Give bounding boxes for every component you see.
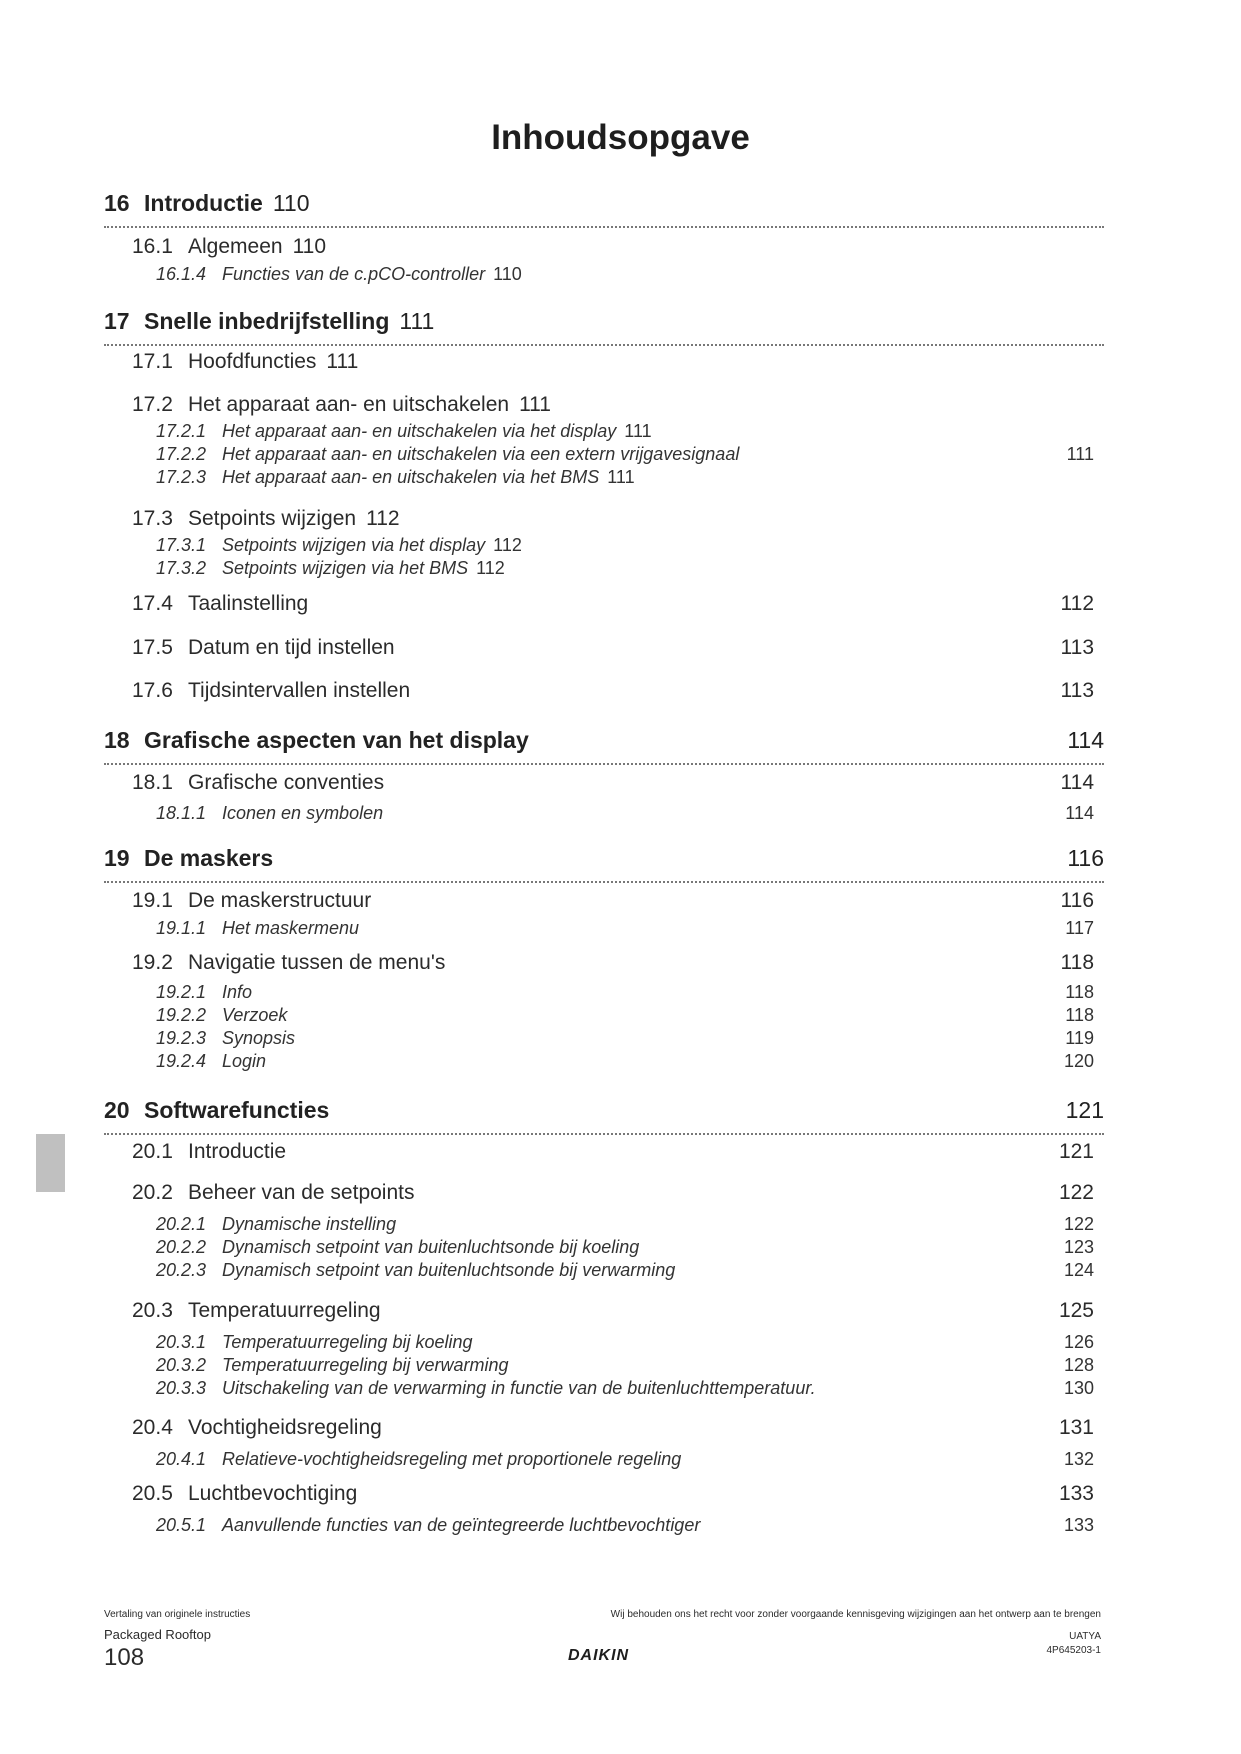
page-number: 108 (104, 1644, 145, 1671)
toc-entry-number: 19.2.3 (156, 1028, 207, 1048)
toc-entry-title: Temperatuurregeling bij koeling (222, 1332, 473, 1352)
toc-entry-20-4-1[interactable] (156, 1449, 1094, 1473)
toc-entry-number: 20.5.1 (156, 1515, 207, 1535)
toc-entry-page: 133 (1063, 1515, 1094, 1535)
toc-entry-title: Dynamische instelling (222, 1214, 397, 1234)
toc-entry-19-2-2[interactable] (156, 1005, 1094, 1029)
toc-entry-20-2-1[interactable] (156, 1214, 1094, 1238)
toc-entry-17-2-3[interactable] (156, 467, 1094, 491)
toc-entry-19-2-1[interactable] (156, 982, 1094, 1006)
toc-entry-title: Relatieve-vochtigheidsregeling met proportionele regeling (222, 1449, 682, 1469)
toc-entry-number: 16.1 (132, 235, 173, 258)
toc-entry-page: 118 (1065, 1005, 1094, 1025)
toc-entry-page: 122 (1063, 1214, 1094, 1234)
toc-entry-number: 20.4 (132, 1416, 173, 1439)
toc-entry-title: Luchtbevochtiging (188, 1482, 358, 1505)
toc-entry-number: 19.2.4 (156, 1051, 207, 1071)
toc-entry-title: Setpoints wijzigen via het display (222, 535, 486, 555)
toc-entry-page: 110 (272, 190, 310, 216)
toc-entry-page: 112 (476, 558, 505, 578)
toc-entry-number: 20.2 (132, 1181, 173, 1204)
chapter-tab-marker (36, 1134, 65, 1192)
toc-entry-page: 111 (519, 393, 551, 416)
toc-entry-title: Dynamisch setpoint van buitenluchtsonde bij koeling (222, 1237, 640, 1257)
toc-entry-page: 111 (399, 308, 435, 334)
toc-entry-20-3-3[interactable] (156, 1378, 1094, 1402)
toc-entry-page: 114 (1060, 771, 1094, 794)
toc-entry-number: 20 (104, 1097, 130, 1123)
toc-entry-number: 17.3.1 (156, 535, 207, 555)
toc-entry-20-3[interactable] (132, 1299, 1094, 1327)
toc-entry-number: 18.1.1 (156, 803, 207, 823)
toc-entry-number: 16.1.4 (156, 264, 207, 284)
toc-entry-title: Hoofdfuncties (188, 350, 317, 373)
toc-entry-number: 19.1.1 (156, 918, 207, 938)
toc-entry-title: Dynamisch setpoint van buitenluchtsonde bij verwarming (222, 1260, 676, 1280)
toc-entry-number: 20.3.2 (156, 1355, 207, 1375)
toc-entry-title: De maskerstructuur (188, 889, 372, 912)
daikin-logo: DAIKIN (568, 1647, 630, 1664)
toc-entry-title: Info (222, 982, 253, 1002)
toc-entry-title: Login (222, 1051, 267, 1071)
toc-entry-title: Algemeen (188, 235, 283, 258)
toc-entry-number: 20.2.2 (156, 1237, 207, 1257)
toc-entry-number: 17.3 (132, 507, 173, 530)
toc-entry-17-5[interactable] (132, 636, 1094, 664)
toc-entry-20-2-2[interactable] (156, 1237, 1094, 1261)
toc-entry-number: 20.1 (132, 1140, 173, 1163)
toc-entry-title: Het apparaat aan- en uitschakelen via het BMS (222, 467, 600, 487)
toc-entry-number: 20.3.1 (156, 1332, 207, 1352)
toc-entry-title: Aanvullende functies van de geïntegreerde luchtbevochtiger (222, 1515, 701, 1535)
translation-note: Vertaling van originele instructies (104, 1609, 251, 1620)
toc-entry-page: 111 (326, 350, 359, 373)
toc-entry-19-1[interactable] (132, 889, 1094, 917)
toc-entry-20-5[interactable] (132, 1482, 1094, 1510)
toc-entry-number: 19 (104, 845, 130, 871)
toc-entry-number: 19.2 (132, 951, 173, 974)
toc-entry-page: 124 (1063, 1260, 1094, 1280)
toc-entry-page: 116 (1060, 889, 1094, 912)
toc-entry-title: Temperatuurregeling bij verwarming (222, 1355, 509, 1375)
toc-entry-title: Uitschakeling van de verwarming in functie van de buitenluchttemperatuur. (222, 1378, 816, 1398)
toc-entry-20-1[interactable] (132, 1140, 1094, 1168)
toc-entry-title: Datum en tijd instellen (188, 636, 395, 659)
toc-entry-17-3-2[interactable] (156, 558, 1094, 582)
toc-entry-page: 118 (1065, 982, 1094, 1002)
toc-entry-number: 17.2.2 (156, 444, 207, 464)
toc-entry-title: De maskers (144, 845, 274, 871)
toc-entry-page: 111 (624, 421, 652, 441)
document-code: 4P645203-1 (1046, 1645, 1101, 1656)
toc-entry-page: 116 (1067, 845, 1104, 871)
toc-entry-number: 20.4.1 (156, 1449, 207, 1469)
toc-entry-page: 130 (1063, 1378, 1094, 1398)
toc-entry-number: 17 (104, 308, 130, 334)
toc-entry-17-2[interactable] (132, 393, 1094, 421)
toc-entry-17-2-2[interactable] (156, 444, 1094, 468)
toc-entry-18-1[interactable] (132, 771, 1094, 799)
model-code: UATYA (1069, 1631, 1101, 1642)
toc-entry-title: Softwarefuncties (144, 1097, 330, 1123)
toc-entry-18-1-1[interactable] (156, 803, 1094, 827)
toc-entry-number: 20.3.3 (156, 1378, 207, 1398)
toc-entry-title: Snelle inbedrijfstelling (144, 308, 390, 334)
toc-entry-19[interactable] (104, 845, 1104, 875)
toc-entry-number: 19.2.2 (156, 1005, 207, 1025)
toc-entry-title: Het apparaat aan- en uitschakelen via een extern vrijgavesignaal (222, 444, 740, 464)
toc-entry-title: Verzoek (222, 1005, 288, 1025)
toc-entry-20[interactable] (104, 1097, 1104, 1127)
toc-entry-page: 128 (1063, 1355, 1094, 1375)
toc-entry-number: 16 (104, 190, 130, 216)
page-title: Inhoudsopgave (491, 118, 750, 157)
toc-entry-18[interactable] (104, 727, 1104, 757)
toc-entry-page: 113 (1060, 636, 1094, 659)
toc-entry-title: Grafische aspecten van het display (144, 727, 529, 753)
toc-entry-number: 17.3.2 (156, 558, 207, 578)
toc-entry-page: 118 (1060, 951, 1094, 974)
toc-entry-page: 111 (1066, 444, 1094, 464)
toc-entry-page: 114 (1067, 727, 1104, 753)
toc-entry-page: 122 (1058, 1181, 1094, 1204)
toc-entry-number: 17.6 (132, 679, 173, 702)
toc-entry-page: 120 (1063, 1051, 1094, 1071)
toc-entry-title: Temperatuurregeling (188, 1299, 381, 1322)
toc-entry-17-4[interactable] (132, 592, 1094, 620)
toc-entry-16[interactable] (104, 190, 1104, 220)
toc-entry-page: 121 (1065, 1097, 1104, 1123)
toc-entry-title: Het maskermenu (222, 918, 360, 938)
toc-entry-page: 112 (493, 535, 522, 555)
toc-entry-page: 131 (1058, 1416, 1094, 1439)
toc-entry-16-1[interactable] (132, 235, 1094, 263)
toc-entry-title: Taalinstelling (188, 592, 309, 615)
toc-entry-17[interactable] (104, 308, 1104, 338)
toc-entry-title: Introductie (144, 190, 263, 216)
toc-entry-page: 111 (607, 467, 635, 487)
toc-entry-20-2[interactable] (132, 1181, 1094, 1209)
toc-entry-title: Setpoints wijzigen via het BMS (222, 558, 469, 578)
toc-entry-page: 121 (1058, 1140, 1094, 1163)
toc-entry-19-2-4[interactable] (156, 1051, 1094, 1075)
toc-entry-page: 112 (1060, 592, 1094, 615)
toc-entry-20-3-1[interactable] (156, 1332, 1094, 1356)
toc-entry-title: Introductie (188, 1140, 287, 1163)
toc-entry-page: 132 (1063, 1449, 1094, 1469)
toc-entry-title: Synopsis (222, 1028, 296, 1048)
toc-entry-title: Het apparaat aan- en uitschakelen (188, 393, 510, 416)
toc-entry-19-2-3[interactable] (156, 1028, 1094, 1052)
toc-entry-number: 20.2.3 (156, 1260, 207, 1280)
toc-entry-title: Vochtigheidsregeling (188, 1416, 382, 1439)
toc-entry-number: 17.2.3 (156, 467, 207, 487)
toc-entry-title: Grafische conventies (188, 771, 385, 794)
toc-entry-number: 19.1 (132, 889, 173, 912)
toc-entry-title: Beheer van de setpoints (188, 1181, 415, 1204)
toc-entry-page: 110 (292, 235, 327, 258)
toc-entry-page: 113 (1060, 679, 1094, 702)
toc-entry-number: 17.1 (132, 350, 173, 373)
toc-entry-16-1-4[interactable] (156, 264, 1094, 288)
disclaimer: Wij behouden ons het recht voor zonder voorgaande kennisgeving wijzigingen aan het ontwerp aan te brengen (610, 1609, 1101, 1620)
toc-entry-17-6[interactable] (132, 679, 1094, 707)
toc-entry-page: 123 (1063, 1237, 1094, 1257)
product-name: Packaged Rooftop (104, 1627, 211, 1642)
toc-entry-page: 119 (1065, 1028, 1094, 1048)
toc-entry-title: Navigatie tussen de menu's (188, 951, 446, 974)
toc-entry-20-5-1[interactable] (156, 1515, 1094, 1539)
toc-entry-page: 114 (1065, 803, 1094, 823)
toc-entry-page: 125 (1058, 1299, 1094, 1322)
toc-entry-number: 20.5 (132, 1482, 173, 1505)
toc-entry-number: 17.5 (132, 636, 173, 659)
toc-entry-number: 20.3 (132, 1299, 173, 1322)
toc-entry-title: Functies van de c.pCO-controller (222, 264, 486, 284)
toc-entry-number: 18.1 (132, 771, 173, 794)
toc-entry-title: Iconen en symbolen (222, 803, 384, 823)
toc-entry-number: 20.2.1 (156, 1214, 207, 1234)
toc-entry-17-2-1[interactable] (156, 421, 1094, 445)
toc-entry-20-3-2[interactable] (156, 1355, 1094, 1379)
toc-entry-page: 133 (1058, 1482, 1094, 1505)
toc-entry-title: Tijdsintervallen instellen (188, 679, 411, 702)
toc-entry-17-3-1[interactable] (156, 535, 1094, 559)
toc-entry-number: 19.2.1 (156, 982, 207, 1002)
toc-entry-17-3[interactable] (132, 507, 1094, 535)
toc-entry-title: Het apparaat aan- en uitschakelen via het display (222, 421, 617, 441)
toc-entry-number: 17.2.1 (156, 421, 207, 441)
toc-entry-20-4[interactable] (132, 1416, 1094, 1444)
toc-entry-number: 17.2 (132, 393, 173, 416)
toc-entry-19-2[interactable] (132, 951, 1094, 979)
toc-entry-page: 112 (366, 507, 400, 530)
toc-entry-page: 110 (493, 264, 522, 284)
toc-entry-number: 18 (104, 727, 130, 753)
toc-entry-19-1-1[interactable] (156, 918, 1094, 942)
toc-entry-17-1[interactable] (132, 350, 1094, 378)
toc-entry-page: 126 (1063, 1332, 1094, 1352)
toc-entry-title: Setpoints wijzigen (188, 507, 357, 530)
toc-entry-page: 117 (1065, 918, 1094, 938)
toc-entry-20-2-3[interactable] (156, 1260, 1094, 1284)
toc-entry-number: 17.4 (132, 592, 173, 615)
